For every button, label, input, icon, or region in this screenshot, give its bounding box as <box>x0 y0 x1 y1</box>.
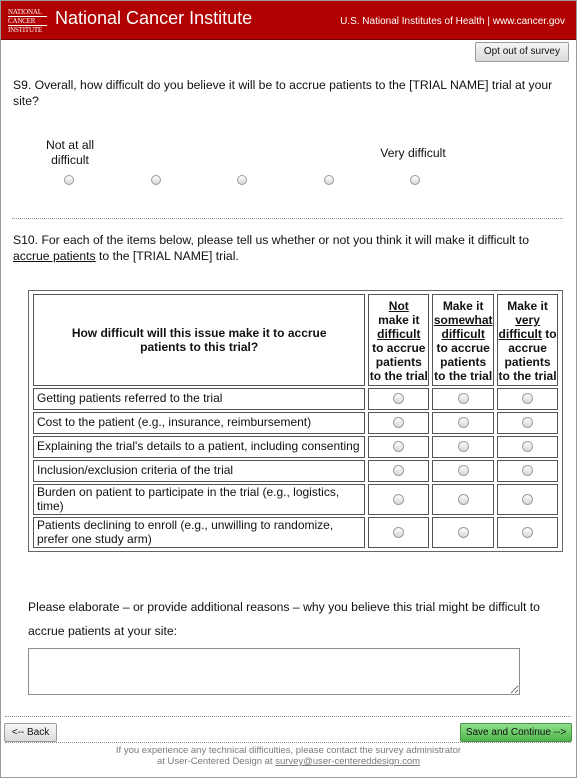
elaborate-textarea[interactable] <box>28 648 520 695</box>
matrix-row-label: Getting patients referred to the trial <box>33 388 365 410</box>
footer-line-2: at User-Centered Design at survey@user-centereddesign.com <box>156 756 421 767</box>
radio-not-difficult[interactable] <box>393 527 404 538</box>
matrix-row <box>33 460 558 482</box>
radio-not-difficult[interactable] <box>393 441 404 452</box>
radio-very-difficult[interactable] <box>522 441 533 452</box>
accrue-patients-link[interactable]: accrue patients <box>13 249 96 263</box>
s9-radio-1[interactable] <box>64 175 74 185</box>
footer-line-1: If you experience any technical difficulties, please contact the survey administrator <box>115 745 462 756</box>
matrix-row <box>33 484 558 515</box>
site-header <box>1 1 576 40</box>
matrix-row <box>33 388 558 410</box>
radio-somewhat-difficult[interactable] <box>458 441 469 452</box>
matrix-row-label: Explaining the trial's details to a patient, including consenting <box>33 436 365 458</box>
s9-high-label: Very difficult <box>380 146 446 160</box>
opt-out-button[interactable]: Opt out of survey <box>475 42 569 62</box>
radio-not-difficult[interactable] <box>393 417 404 428</box>
radio-not-difficult[interactable] <box>393 465 404 476</box>
radio-very-difficult[interactable] <box>522 465 533 476</box>
radio-not-difficult[interactable] <box>393 393 404 404</box>
radio-somewhat-difficult[interactable] <box>458 494 469 505</box>
matrix-row-label: Patients declining to enroll (e.g., unwilling to randomize, prefer one study arm) <box>33 517 365 548</box>
s9-low-label: Not at all difficult <box>45 138 95 167</box>
matrix-row-label: Inclusion/exclusion criteria of the trial <box>33 460 365 482</box>
matrix-row <box>33 412 558 434</box>
matrix-row-label: Burden on patient to participate in the trial (e.g., logistics, time) <box>33 484 365 515</box>
s9-radio-4[interactable] <box>324 175 334 185</box>
matrix-header: How difficult will this issue make it to accrue patients to this trial? <box>33 294 365 386</box>
radio-not-difficult[interactable] <box>393 494 404 505</box>
matrix-row <box>33 517 558 548</box>
radio-very-difficult[interactable] <box>522 393 533 404</box>
radio-somewhat-difficult[interactable] <box>458 527 469 538</box>
matrix-row-label: Cost to the patient (e.g., insurance, reimbursement) <box>33 412 365 434</box>
nih-link-text[interactable]: U.S. National Institutes of Health | www.cancer.gov <box>340 16 565 27</box>
radio-very-difficult[interactable] <box>522 494 533 505</box>
s10-question: S10. For each of the items below, please tell us whether or not you think it will make it difficult to accrue patients to the [TRIAL NAME] trial. <box>13 233 529 263</box>
difficulty-matrix <box>28 290 563 552</box>
radio-very-difficult[interactable] <box>522 417 533 428</box>
radio-somewhat-difficult[interactable] <box>458 393 469 404</box>
admin-email-link[interactable]: survey@user-centereddesign.com <box>275 756 421 767</box>
back-button[interactable]: <-- Back <box>4 723 57 742</box>
elaborate-prompt: Please elaborate – or provide additional reasons – why you believe this trial might be difficult to accrue patients at your site: <box>28 600 540 638</box>
save-continue-button[interactable]: Save and Continue --> <box>460 723 572 742</box>
s9-radio-5[interactable] <box>410 175 420 185</box>
footer <box>0 745 577 767</box>
nci-logo: NATIONAL CANCER INSTITUTE <box>8 8 47 32</box>
section-divider <box>12 218 563 219</box>
site-title: National Cancer Institute <box>55 8 253 28</box>
radio-very-difficult[interactable] <box>522 527 533 538</box>
radio-somewhat-difficult[interactable] <box>458 417 469 428</box>
footer-divider-top <box>5 716 571 717</box>
footer-divider-bottom <box>5 742 571 743</box>
radio-somewhat-difficult[interactable] <box>458 465 469 476</box>
s9-radio-3[interactable] <box>237 175 247 185</box>
matrix-col-not-difficult: Not make it difficult to accrue patients to the trial <box>368 294 429 386</box>
matrix-col-very-difficult: Make it very difficult to accrue patients to the trial <box>497 294 558 386</box>
s9-question: S9. Overall, how difficult do you believe it will be to accrue patients to the [TRIAL NAME] trial at your site? <box>13 78 553 108</box>
matrix-row <box>33 436 558 458</box>
matrix-col-somewhat-difficult: Make it somewhat difficult to accrue patients to the trial <box>432 294 494 386</box>
s9-radio-2[interactable] <box>151 175 161 185</box>
